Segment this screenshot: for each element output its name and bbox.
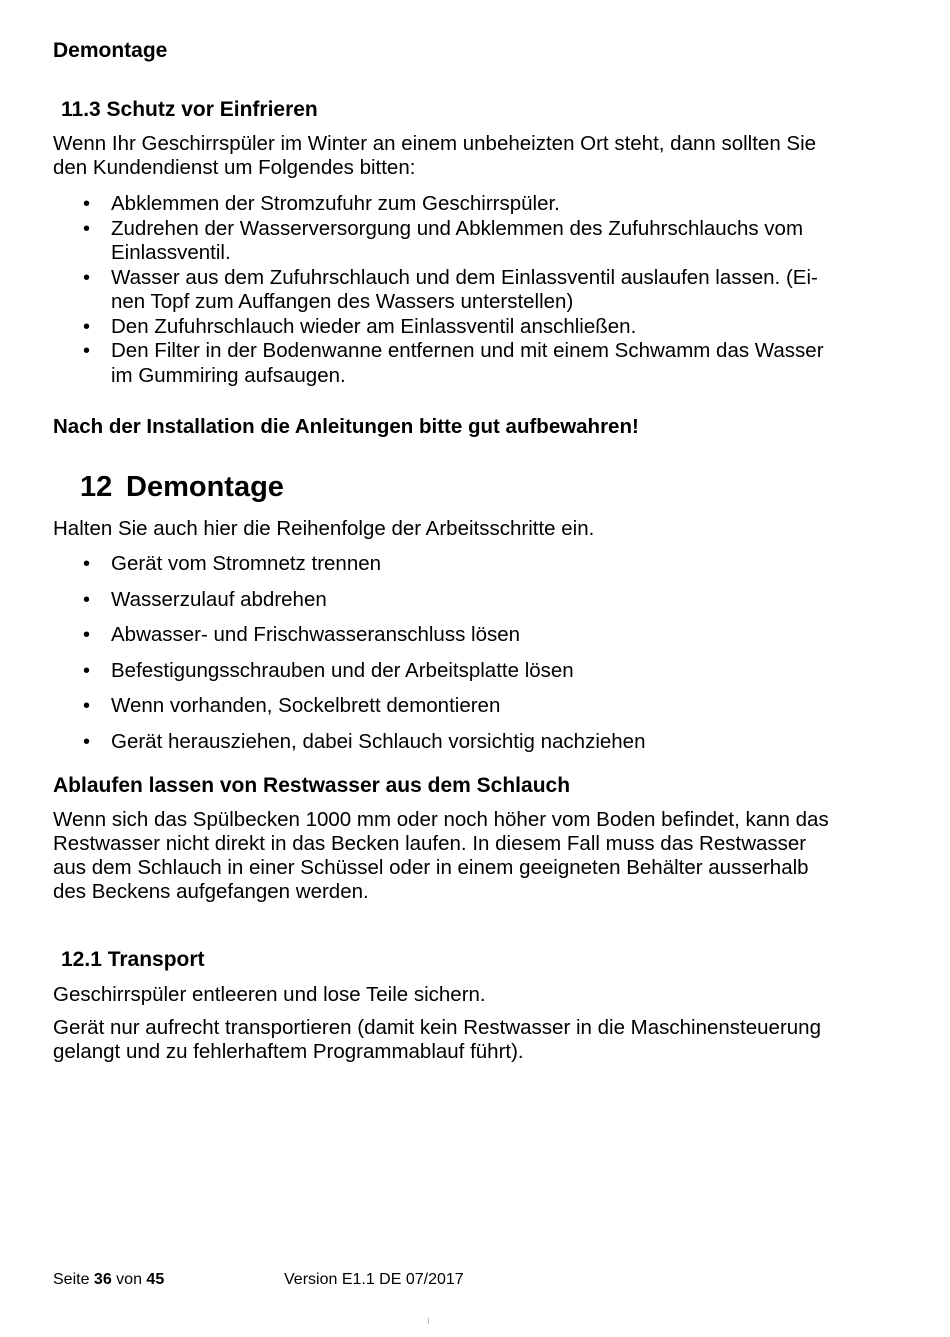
divider xyxy=(428,1318,429,1324)
list-item-text: Abklemmen der Stromzufuhr zum Geschirrspüler. xyxy=(111,192,560,215)
list-item xyxy=(53,588,883,613)
list-item-text: Wasserzulauf abdrehen xyxy=(111,587,327,611)
list-item-text: Gerät herausziehen, dabei Schlauch vorsichtig nachziehen xyxy=(111,729,646,753)
page-of: von xyxy=(116,1271,142,1288)
list-item-text: Abwasser- und Frischwasseranschluss lösen xyxy=(111,623,521,646)
list-item-text: Wasser aus dem Zufuhrschlauch und dem Einlassventil auslaufen lassen. (Ei- xyxy=(111,265,818,289)
list-item-text: Einlassventil. xyxy=(111,241,231,264)
list-item-text: Zudrehen der Wasserversorgung und Abklemmen des Zufuhrschlauchs vom xyxy=(111,216,804,240)
bullet-icon: • xyxy=(83,553,91,575)
list-item xyxy=(53,217,883,266)
page-total: 45 xyxy=(146,1271,165,1288)
paragraph-line: aus dem Schlauch in einer Schüssel oder in einem geeigneten Behälter ausserhalb xyxy=(53,856,809,879)
freeze-protection-list xyxy=(53,192,883,388)
bullet-icon: • xyxy=(83,217,91,240)
paragraph-line: Restwasser nicht direkt in das Becken laufen. In diesem Fall muss das Restwasser xyxy=(53,832,807,855)
list-item xyxy=(53,315,883,340)
intro-line: Wenn Ihr Geschirrspüler im Winter an einem unbeheizten Ort steht, dann sollten Sie xyxy=(53,132,817,155)
list-item xyxy=(53,552,883,577)
list-item-text: Gerät vom Stromnetz trennen xyxy=(111,552,382,575)
list-item-text: nen Topf zum Auffangen des Wassers unterstellen) xyxy=(111,290,574,313)
intro-line: den Kundendienst um Folgendes bitten: xyxy=(53,156,416,179)
section-heading-12-1: 12.1 Transport xyxy=(61,948,205,971)
paragraph-line: des Beckens aufgefangen werden. xyxy=(53,880,369,903)
chapter-title: Demontage xyxy=(126,471,284,503)
transport-paragraph-2 xyxy=(53,1016,903,1064)
list-item xyxy=(53,266,883,315)
bullet-icon: • xyxy=(83,588,91,611)
running-header: Demontage xyxy=(53,39,168,62)
chapter-number: 12 xyxy=(80,471,113,503)
bullet-icon: • xyxy=(83,624,91,646)
list-item-text: Den Filter in der Bodenwanne entfernen und mit einem Schwamm das Wasser xyxy=(111,339,824,362)
list-item-text: Wenn vorhanden, Sockelbrett demontieren xyxy=(111,694,501,717)
list-item xyxy=(53,623,883,648)
list-item xyxy=(53,659,883,684)
bullet-icon: • xyxy=(83,340,91,362)
list-item-text: im Gummiring aufsaugen. xyxy=(111,363,346,387)
bullet-icon: • xyxy=(83,730,91,753)
bullet-icon: • xyxy=(83,193,91,215)
chapter-intro: Halten Sie auch hier die Reihenfolge der Arbeitsschritte ein. xyxy=(53,517,595,540)
list-item xyxy=(53,730,883,755)
page-current: 36 xyxy=(93,1271,112,1288)
list-item-text: Befestigungsschrauben und der Arbeitsplatte lösen xyxy=(111,658,574,682)
residual-water-paragraph xyxy=(53,808,903,904)
bullet-icon: • xyxy=(83,266,91,289)
bullet-icon: • xyxy=(83,695,91,717)
paragraph-line: Gerät nur aufrecht transportieren (damit kein Restwasser in die Maschinensteuerung xyxy=(53,1016,821,1039)
disassembly-steps-list xyxy=(53,552,883,754)
version-label: Version E1.1 DE 07/2017 xyxy=(284,1271,464,1288)
paragraph-line: Wenn sich das Spülbecken 1000 mm oder noch höher vom Boden befindet, kann das xyxy=(53,808,829,831)
paragraph-line: gelangt und zu fehlerhaftem Programmablauf führt). xyxy=(53,1040,524,1063)
page-prefix: Seite xyxy=(53,1271,90,1288)
intro-paragraph-11-3 xyxy=(53,132,873,180)
chapter-heading-12 xyxy=(80,471,284,504)
storage-note: Nach der Installation die Anleitungen bitte gut aufbewahren! xyxy=(53,415,639,438)
list-item-text: Den Zufuhrschlauch wieder am Einlassventil anschließen. xyxy=(111,314,637,338)
bullet-icon: • xyxy=(83,659,91,682)
page-number xyxy=(53,1271,164,1289)
bullet-icon: • xyxy=(83,315,91,338)
subheading-residual-water: Ablaufen lassen von Restwasser aus dem Schlauch xyxy=(53,774,571,797)
transport-paragraph-1: Geschirrspüler entleeren und lose Teile sichern. xyxy=(53,983,486,1006)
section-heading-11-3: 11.3 Schutz vor Einfrieren xyxy=(61,98,318,121)
list-item xyxy=(53,339,883,388)
list-item xyxy=(53,192,883,217)
list-item xyxy=(53,694,883,719)
